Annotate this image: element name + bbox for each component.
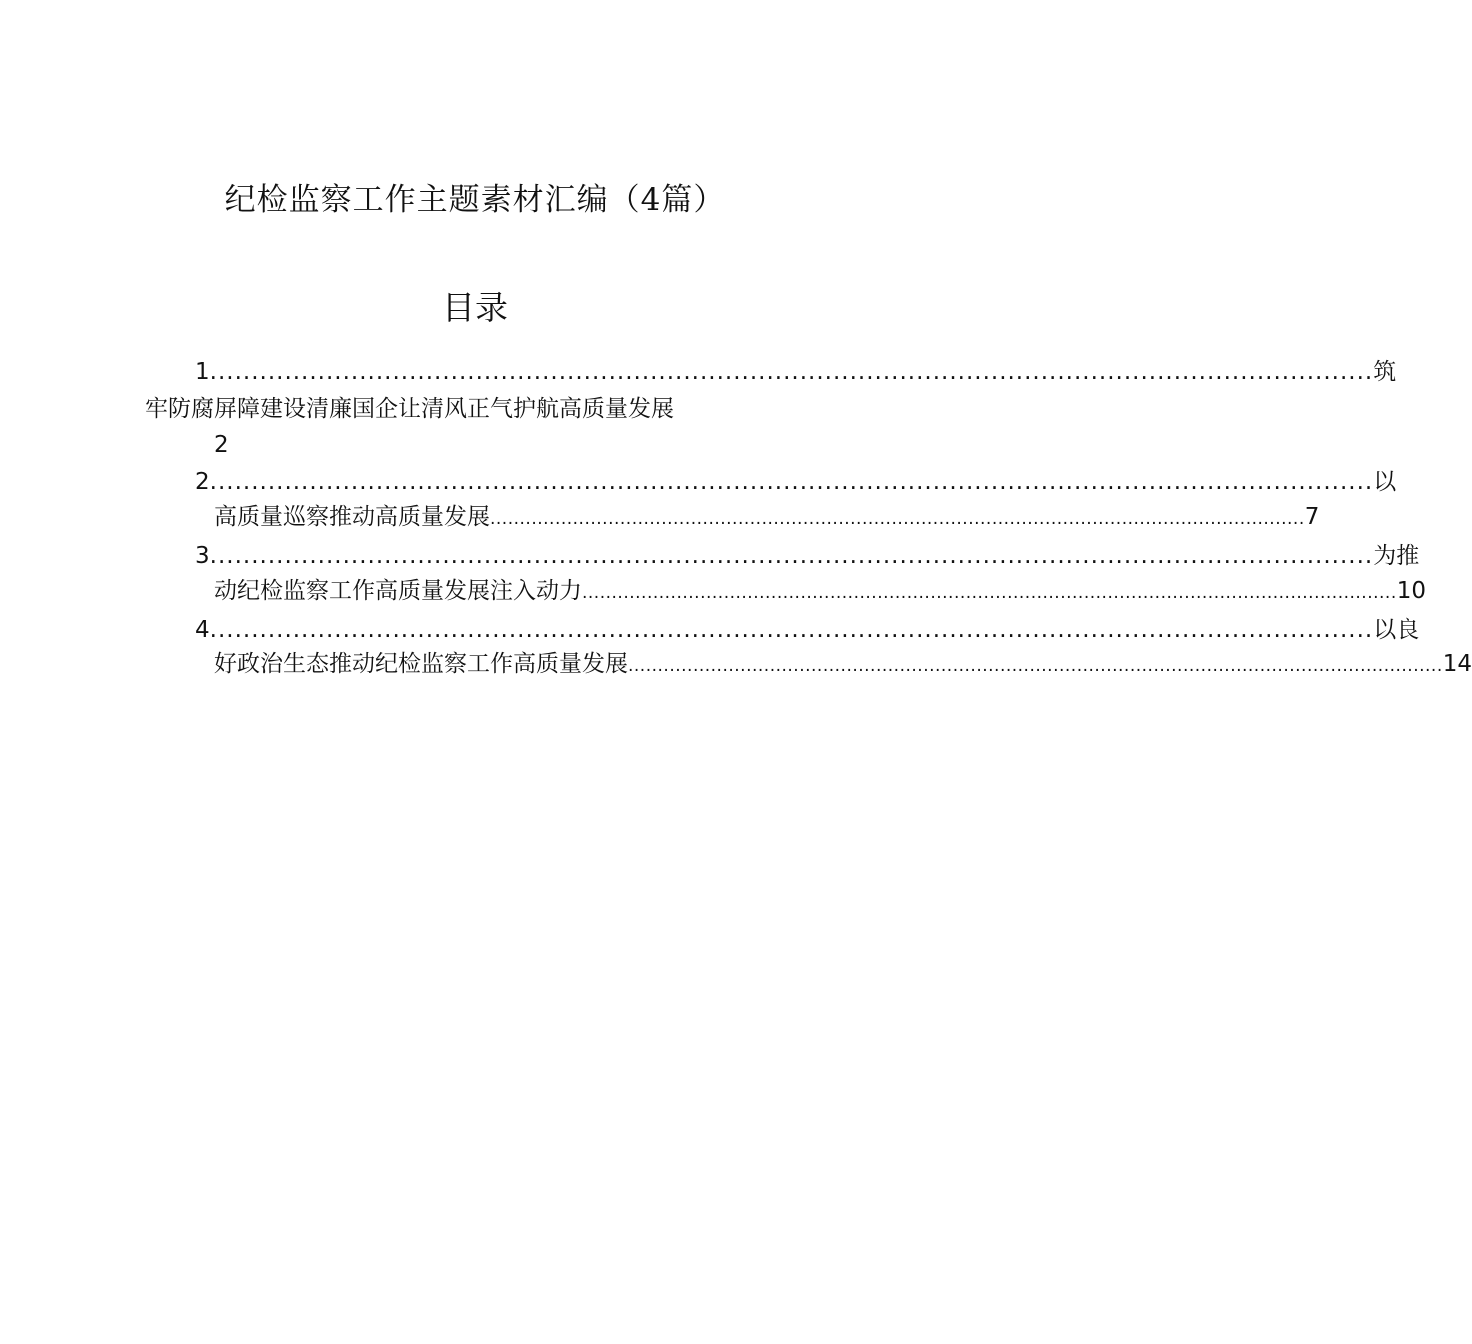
toc-entry-title-rest: 好政治生态推动纪检监察工作高质量发展 (214, 651, 628, 677)
toc-leader-dots: .......................................................................................................................................... (628, 656, 1443, 676)
toc-entry-number: 2 (195, 469, 210, 495)
toc-entry-page: 10 (1396, 578, 1427, 604)
toc-entry-title-head: 为推 (1373, 543, 1420, 569)
toc-heading: 目录 (442, 288, 508, 327)
toc-entry-title-head: 筑 (1373, 359, 1397, 385)
toc-entry-title-rest: 牢防腐屏障建设清廉国企让清风正气护航高质量发展 (145, 396, 674, 422)
toc-entry-4-line-2[interactable] (214, 647, 1472, 681)
toc-entry-1-line-2[interactable] (145, 392, 765, 426)
toc-leader-dots: ............................................................................................................................................ (209, 359, 1374, 385)
toc-entry-3-line-1[interactable] (195, 539, 1420, 573)
toc-leader-dots: ............................................................................................................................................ (209, 469, 1374, 495)
toc-entry-4-line-1[interactable] (195, 613, 1420, 647)
toc-entry-title-rest: 高质量巡察推动高质量发展 (214, 504, 490, 530)
toc-entry-page: 2 (214, 432, 229, 458)
toc-entry-page: 7 (1304, 504, 1320, 530)
toc-entry-2-line-1[interactable] (195, 465, 1397, 499)
toc-entry-1-line-1[interactable] (195, 355, 1397, 389)
toc-leader-dots: ............................................................................................................................................ (209, 543, 1374, 569)
toc-entry-title-rest: 动纪检监察工作高质量发展注入动力 (214, 578, 582, 604)
toc-leader-dots: ............................................................................................................................................ (209, 617, 1374, 643)
toc-entry-page: 14 (1442, 651, 1472, 677)
toc-leader-dots: .......................................................................................................................................... (582, 583, 1397, 603)
toc-entry-number: 4 (195, 617, 210, 643)
toc-entry-2-line-2[interactable] (214, 500, 1320, 534)
toc-entry-title-head: 以良 (1373, 617, 1420, 643)
toc-entry-1-line-3[interactable] (214, 428, 274, 462)
document-title: 纪检监察工作主题素材汇编（4篇） (224, 182, 726, 218)
toc-entry-number: 1 (195, 359, 210, 385)
toc-entry-number: 3 (195, 543, 210, 569)
toc-leader-dots: .......................................................................................................................................... (490, 509, 1305, 529)
toc-entry-title-head: 以 (1373, 469, 1397, 495)
toc-entry-3-line-2[interactable] (214, 574, 1427, 608)
